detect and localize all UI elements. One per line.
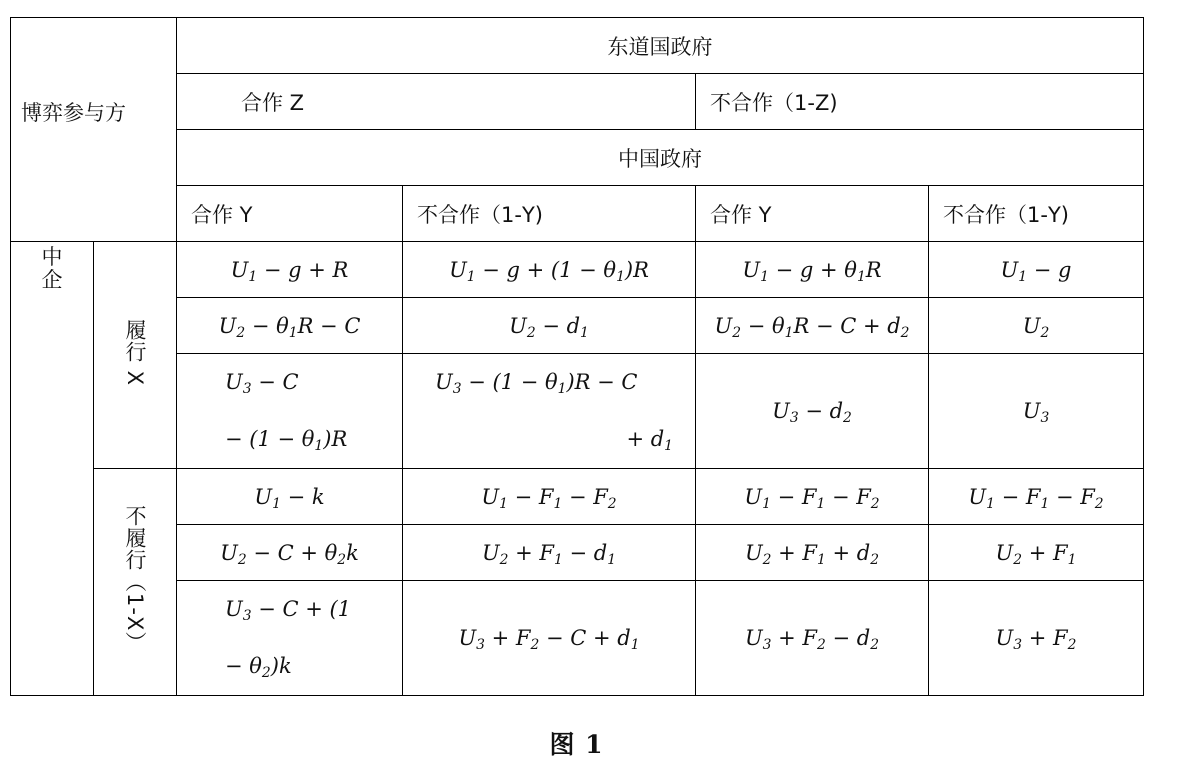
payoff-cell: $U_2 + F_1 + d_2$ bbox=[696, 525, 929, 581]
y-noncoop-cell-1 bbox=[403, 186, 696, 242]
dongdao-gov-label: 东道国政府 bbox=[607, 34, 713, 59]
payoff-line: $U_3 - (1 - \theta_1)R - C$ bbox=[435, 370, 638, 397]
z-noncoop-cell bbox=[696, 74, 1144, 130]
payoff-cell: $U_1 - F_1 - F_2$ bbox=[403, 469, 696, 525]
players-label: 博弈参与方 bbox=[21, 100, 126, 125]
figure-caption: 图 1 bbox=[549, 730, 604, 759]
payoff-cell: $U_1 - F_1 - F_2$ bbox=[696, 469, 929, 525]
players-label-cell bbox=[11, 18, 177, 242]
y-coop-label-1: 合作 Y bbox=[191, 202, 253, 227]
payoff-line: $U_3 - C$ bbox=[225, 370, 299, 397]
not-perform-x-label: 不履行（1-X） bbox=[123, 505, 147, 654]
payoff-line: − $(1 - \theta_1)R$ bbox=[225, 427, 348, 454]
perform-x-cell bbox=[94, 242, 177, 469]
payoff-line: $U_3 + F_2 - d_2$ bbox=[744, 625, 880, 653]
payoff-cell-split bbox=[929, 354, 1144, 469]
payoff-cell: $U_1 - g + (1 - \theta_1)R$ bbox=[403, 242, 696, 298]
z-coop-label: 合作 Z bbox=[241, 90, 305, 115]
payoff-cell-split bbox=[696, 581, 929, 696]
z-noncoop-label: 不合作（1-Z) bbox=[710, 90, 838, 115]
not-perform-x-cell bbox=[94, 469, 177, 696]
payoff-cell: $U_1 - F_1 - F_2$ bbox=[929, 469, 1144, 525]
payoff-cell: $U_2 - d_1$ bbox=[403, 298, 696, 354]
china-gov-label: 中国政府 bbox=[618, 146, 702, 171]
payoff-cell-split bbox=[929, 581, 1144, 696]
payoff-line: $U_3$ bbox=[1022, 398, 1050, 426]
payoff-cell: $U_1 - k$ bbox=[177, 469, 403, 525]
payoff-line: $U_3 + F_2 - C + d_1$ bbox=[458, 625, 640, 653]
payoff-cell: $U_2 - \theta_1R - C$ bbox=[177, 298, 403, 354]
payoff-cell-split bbox=[403, 354, 696, 469]
payoff-cell: $U_2$ bbox=[929, 298, 1144, 354]
perform-x-label: 履行 X bbox=[123, 318, 147, 387]
payoff-line: $U_3 - d_2$ bbox=[772, 398, 852, 426]
payoff-cell-split bbox=[177, 581, 403, 696]
y-noncoop-label-1: 不合作（1-Y) bbox=[417, 202, 543, 227]
enterprise-cell bbox=[11, 242, 94, 696]
payoff-line: − $\theta_2)k$ bbox=[225, 654, 292, 681]
payoff-cell-split bbox=[696, 354, 929, 469]
payoff-cell: $U_1 - g$ bbox=[929, 242, 1144, 298]
payoff-cell: $U_2 - C + \theta_2k$ bbox=[177, 525, 403, 581]
payoff-cell: $U_1 - g + R$ bbox=[177, 242, 403, 298]
payoff-line: $U_3 - C + (1$ bbox=[225, 597, 352, 624]
dongdao-gov-cell bbox=[177, 18, 1144, 74]
payoff-cell-split bbox=[177, 354, 403, 469]
z-coop-cell bbox=[177, 74, 696, 130]
payoff-cell: $U_2 - \theta_1R - C + d_2$ bbox=[696, 298, 929, 354]
y-noncoop-cell-2 bbox=[929, 186, 1144, 242]
y-coop-cell-2 bbox=[696, 186, 929, 242]
payoff-line: $U_3 + F_2$ bbox=[995, 625, 1077, 653]
game-payoff-table bbox=[10, 17, 1144, 696]
payoff-cell: $U_2 + F_1$ bbox=[929, 525, 1144, 581]
payoff-cell: $U_1 - g + \theta_1R$ bbox=[696, 242, 929, 298]
china-gov-cell bbox=[177, 130, 1144, 186]
payoff-cell: $U_2 + F_1 - d_1$ bbox=[403, 525, 696, 581]
enterprise-label: 中企 bbox=[41, 245, 63, 292]
y-coop-cell-1 bbox=[177, 186, 403, 242]
y-coop-label-2: 合作 Y bbox=[710, 202, 772, 227]
payoff-line: + $d_1$ bbox=[626, 427, 673, 454]
y-noncoop-label-2: 不合作（1-Y) bbox=[943, 202, 1069, 227]
payoff-cell-split bbox=[403, 581, 696, 696]
